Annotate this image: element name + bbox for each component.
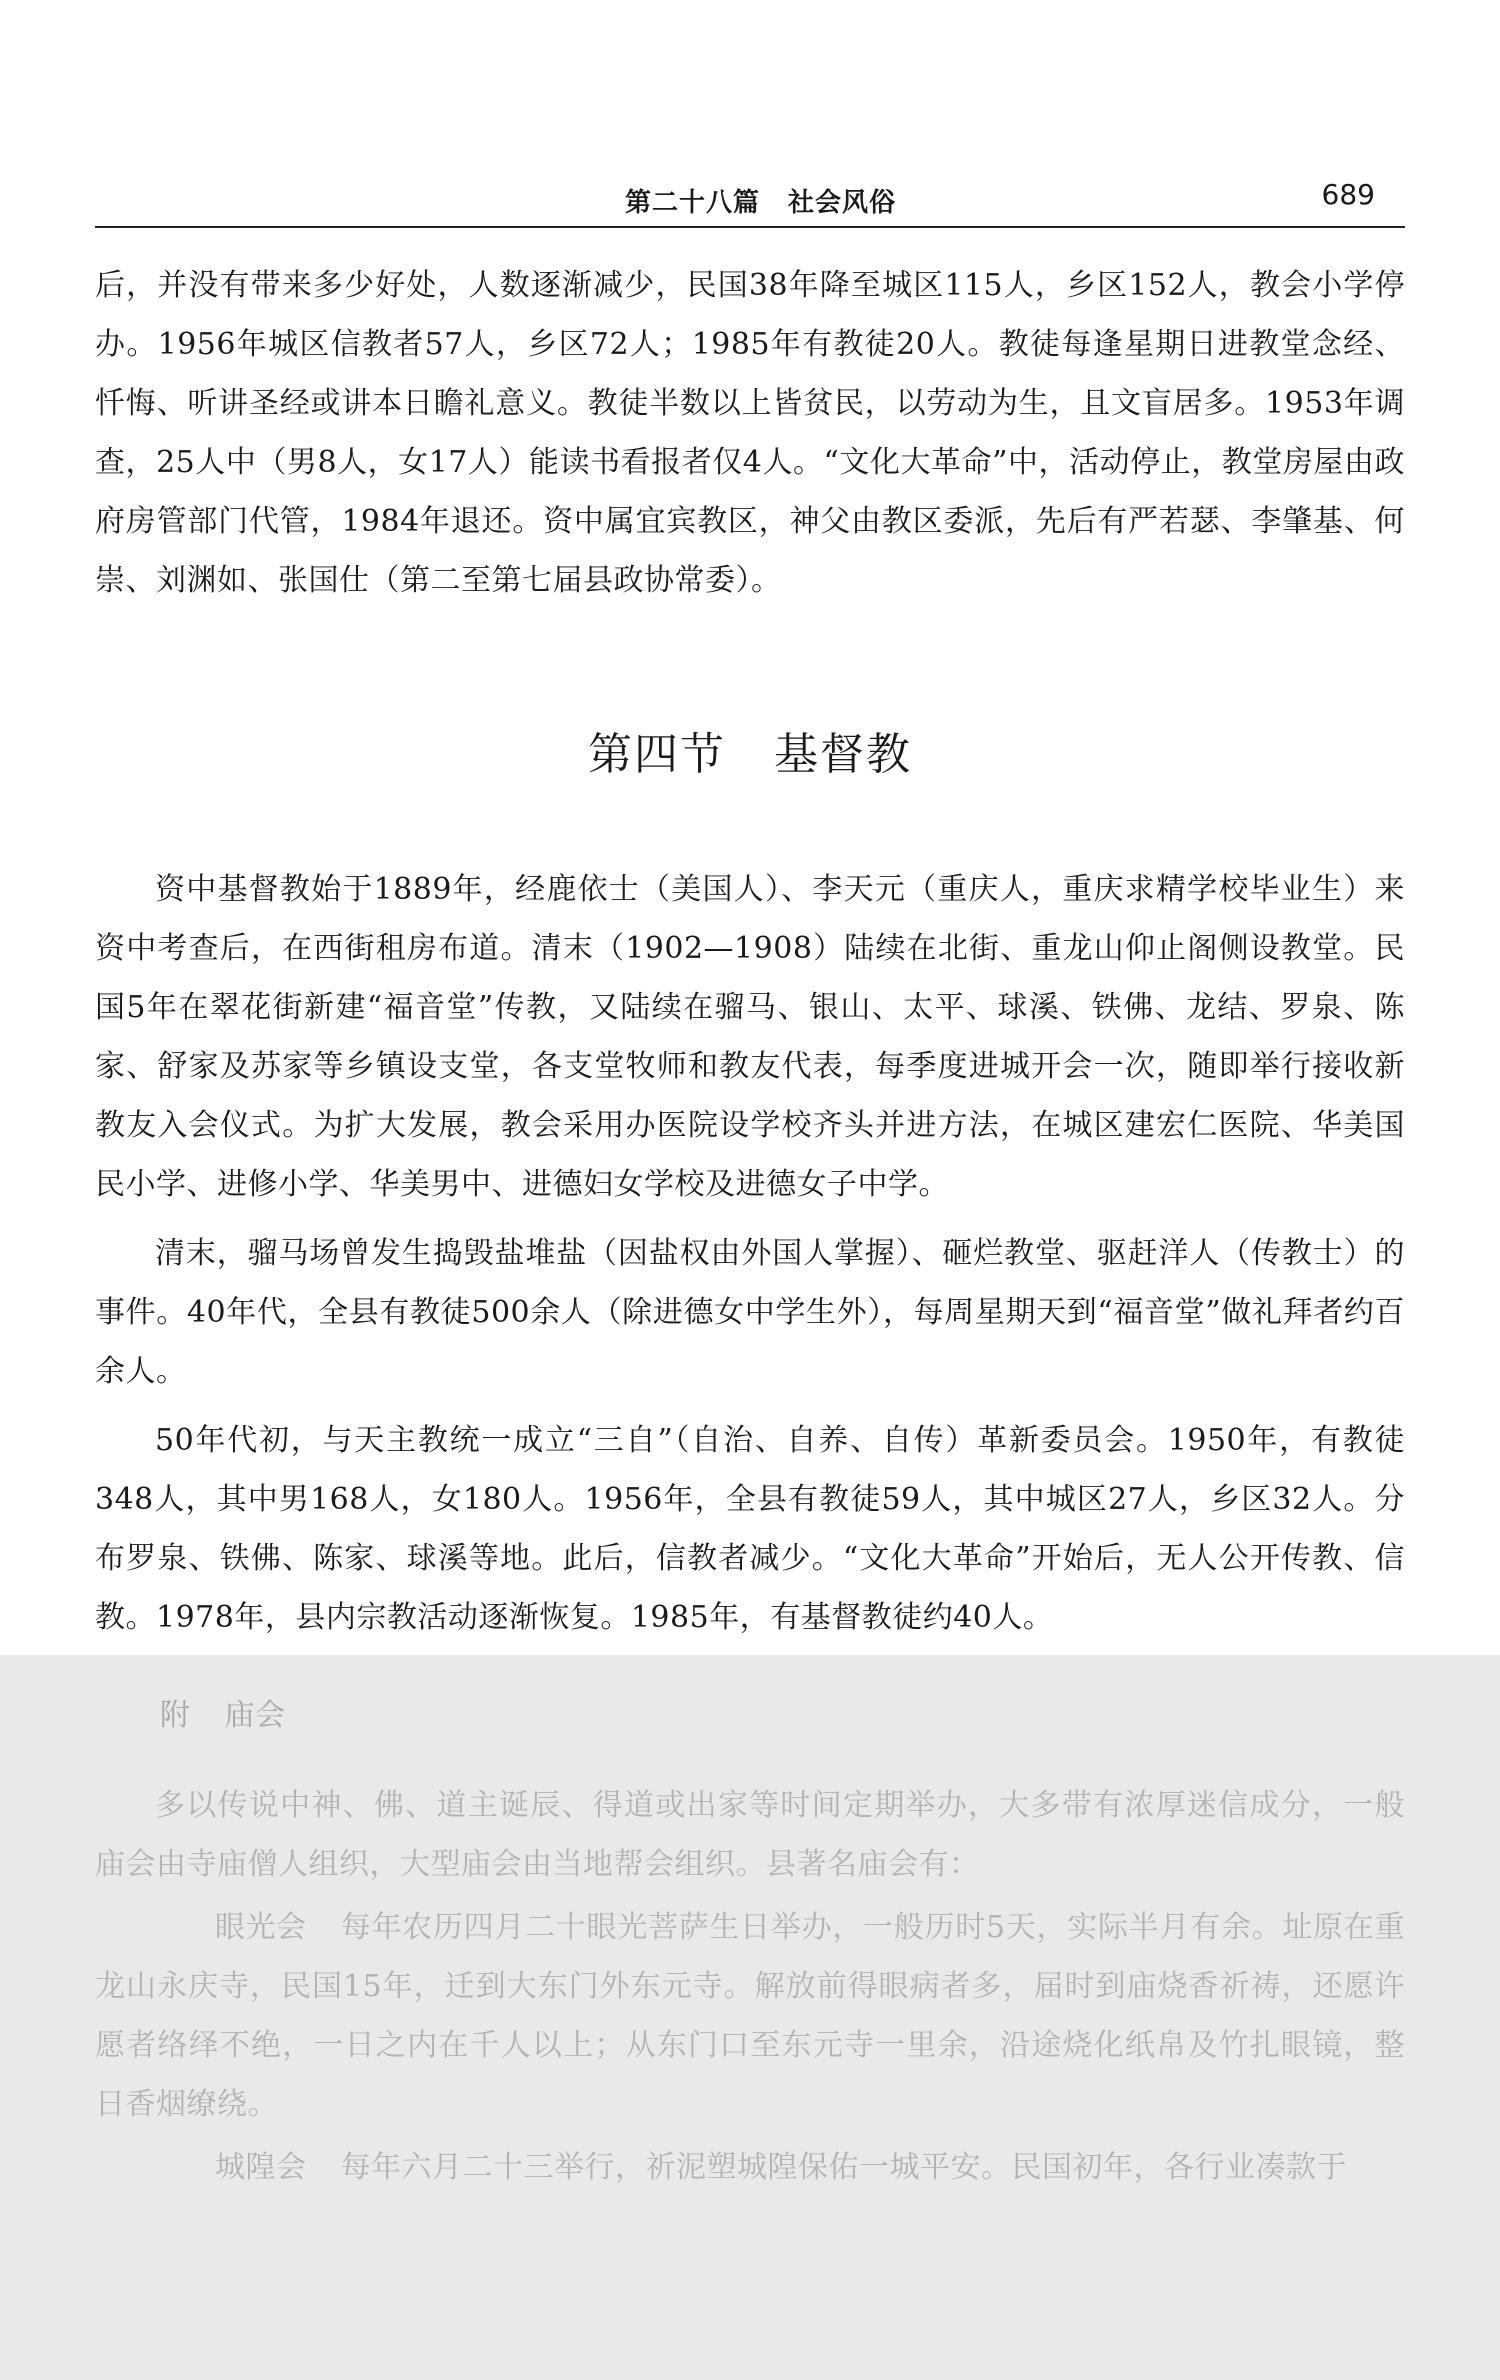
entry-text: 每年农历四月二十眼光菩萨生日举办，一般历时5天，实际半月有余。址原在重龙山永庆寺，民国15年，迁到大东门外东元寺。解放前得眼病者多，届时到庙烧香祈祷，还愿许愿者络绎不绝，一日之内在千人以上；从东门口至东元寺一里余，沿途烧化纸帛及竹扎眼镜，整日香烟缭绕。: [95, 1910, 1405, 2122]
entry-term: 城隍会: [215, 2150, 307, 2185]
header-title: [625, 182, 896, 219]
continued-paragraph: 后，并没有带来多少好处，人数逐渐减少，民国38年降至城区115人，乡区152人，教会小学停办。1956年城区信教者57人，乡区72人；1985年有教徒20人。教徒每逢星期日进教堂念经、忏悔、听讲圣经或讲本日瞻礼意义。教徒半数以上皆贫民，以劳动为生，且文盲居多。1953年调查，25人中（男8人，女17人）能读书看报者仅4人。“文化大革命”中，活动停止，教堂房屋由政府房管部门代管，1984年退还。资中属宜宾教区，神父由教区委派，先后有严若瑟、李肇基、何崇、刘渊如、张国仕（第二至第七届县政协常委）。: [95, 268, 1405, 598]
entry-text: 每年六月二十三举行，祈泥塑城隍保佑一城平安。民国初年，各行业凑款于: [340, 2150, 1347, 2185]
appendix-body: [95, 1776, 1405, 2197]
paragraph: 资中基督教始于1889年，经鹿依士（美国人）、李天元（重庆人，重庆求精学校毕业生）来资中考查后，在西街租房布道。清末（1902—1908）陆续在北街、重龙山仰止阁侧设教堂。民国5年在翠花街新建“福音堂”传教，又陆续在骝马、银山、太平、球溪、铁佛、龙结、罗泉、陈家、舒家及苏家等乡镇设支堂，各支堂牧师和教友代表，每季度进城开会一次，随即举行接收新教友入会仪式。为扩大发展，教会采用办医院设学校齐头并进方法，在城区建宏仁医院、华美国民小学、进修小学、华美男中、进德妇女学校及进德女子中学。: [95, 872, 1405, 1202]
running-header: [95, 176, 1405, 228]
page-number: 689: [1321, 178, 1375, 211]
appendix-heading: [160, 1686, 1470, 1745]
section-body: [95, 860, 1405, 1647]
appendix-label: 附: [160, 1698, 191, 1733]
appendix-entry: [95, 1898, 1405, 2134]
appendix-entry: [95, 2138, 1405, 2197]
paragraph: 清末，骝马场曾发生捣毁盐堆盐（因盐权由外国人掌握）、砸烂教堂、驱赶洋人（传教士）的事件。40年代，全县有教徒500余人（除进德女中学生外），每周星期天到“福音堂”做礼拜者约百余人。: [95, 1236, 1405, 1389]
header-chapter: 第二十八篇: [625, 188, 761, 218]
header-section-title: 社会风俗: [788, 188, 897, 218]
appendix-title: 庙会: [224, 1698, 286, 1733]
section-title: 基督教: [774, 729, 912, 780]
appendix-intro: 多以传说中神、佛、道主诞辰、得道或出家等时间定期举办，大多带有浓厚迷信成分，一般庙会由寺庙僧人组织，大型庙会由当地帮会组织。县著名庙会有：: [95, 1788, 1405, 1882]
section-number: 第四节: [588, 729, 726, 780]
continued-paragraph-block: [95, 256, 1405, 610]
section-heading: [0, 718, 1500, 782]
paragraph: 50年代初，与天主教统一成立“三自”（自治、自养、自传）革新委员会。1950年，有教徒348人，其中男168人，女180人。1956年，全县有教徒59人，其中城区27人，乡区32人。分布罗泉、铁佛、陈家、球溪等地。此后，信教者减少。“文化大革命”开始后，无人公开传教、信教。1978年，县内宗教活动逐渐恢复。1985年，有基督教徒约40人。: [95, 1423, 1405, 1635]
entry-term: 眼光会: [215, 1910, 307, 1945]
